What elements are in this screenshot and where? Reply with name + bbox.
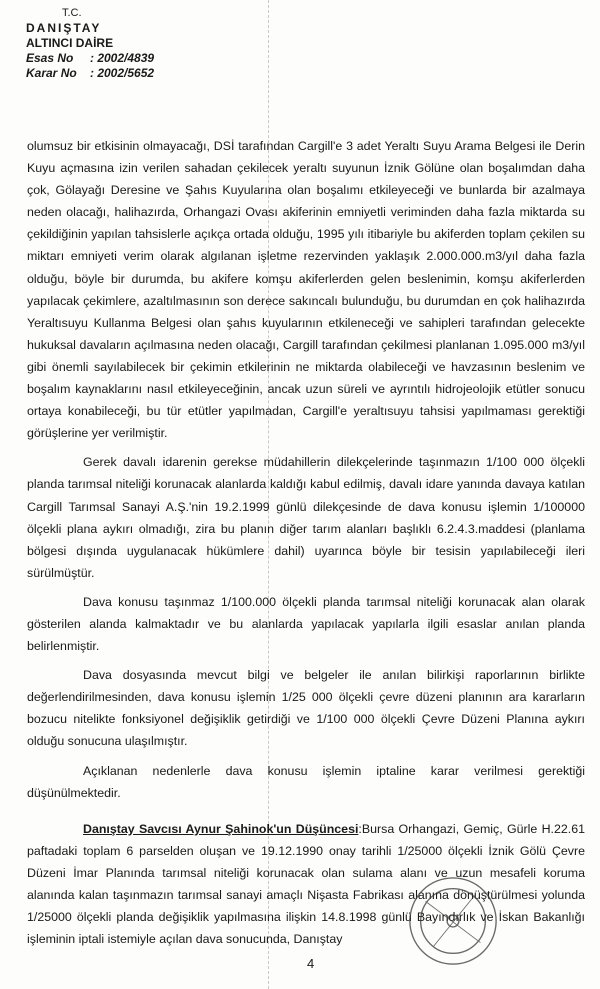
esas-label: Esas No xyxy=(26,51,74,65)
karar-row xyxy=(26,66,154,81)
karar-value: : 2002/5652 xyxy=(90,66,155,80)
paragraph-4: Dava dosyasında mevcut bilgi ve belgeler ile anılan bilirkişi raporlarının birlikte değerlendirilmesinden, dava konusu işlemin 1/25 000 ölçekli çevre düzeni planının ara kararların bozucu nitelikte fonksiyonel değişiklik getirdiği ve 1/100 000 ölçekli Çevre Düzeni Planına aykırı olduğu sonucuna ulaşılmıştır. xyxy=(27,668,585,749)
court-header xyxy=(26,6,154,81)
document-body xyxy=(27,135,585,950)
opinion-text: :Bursa Orhangazi, Gemiç, Gürle H.22.61 paftadaki toplam 6 parselden oluşan ve 19.12.1990 onay tarihli 1/25000 ölçekli İznik Gölü Çevre Düzeni İmar Planında tarımsal niteliği korunacak olan sulama alanı ve uzun mesafeli koruma alanında kalan taşınmazın tarımsal sanayi amaçlı Nişasta Fabrikası alanına dönüştürülmesi yolunda 1/25000 ölçekli planda değişiklik yapılmasına ilişkin 14.8.1998 günlü Bayındırlık ve İskan Bakanlığı işleminin iptali istemiyle açılan dava sonucunda, Danıştay xyxy=(27,821,585,947)
paragraph-5: Açıklanan nedenlerle dava konusu işlemin iptaline karar verilmesi gerektiği düşünülmektedir. xyxy=(27,763,585,800)
chamber-name: ALTINCI DAİRE xyxy=(26,36,114,50)
opinion-heading: Danıştay Savcısı Aynur Şahinok'un Düşüncesi xyxy=(83,821,359,836)
esas-row xyxy=(26,51,154,66)
paragraph-3: Dava konusu taşınmaz 1/100.000 ölçekli planda tarımsal niteliği korunacak alan olarak gösterilen alanda kalmaktadır ve bu alanlarda yapılacak yapılarla ilgili esaslar anılan planda belirlenmiştir. xyxy=(27,594,585,654)
paragraph-2: Gerek davalı idarenin gerekse müdahillerin dilekçelerinde taşınmazın 1/100 000 ölçekli planda tarımsal niteliği korunacak alanlarda kaldığı kabul edilmiş, davalı idare yanında davaya katılan Cargill Tarımsal Sanayi A.Ş.'nin 19.2.1999 günlü dilekçesinde de dava konusu işlemin 1/100000 ölçekli plana aykırı olmadığı, zira bu planın diğer tarım alanları başlıklı 6.2.4.3.maddesi (planlama bölgesi dışında uygulanacak hükümlere dahil) uyarınca böyle bir tesisin yapılabileceği ileri sürülmüştür. xyxy=(27,455,585,580)
tc-label: T.C. xyxy=(62,7,82,19)
page-number: 4 xyxy=(307,956,315,971)
karar-label: Karar No xyxy=(26,66,77,80)
official-seal-stamp xyxy=(404,872,502,970)
paragraph-1: olumsuz bir etkisinin olmayacağı, DSİ tarafından Cargill'e 3 adet Yeraltı Suyu Arama Belgesi ile Derin Kuyu açmasına izin verilen sahadan çekilecek yeraltı suyunun İznik Gölüne olan boşalımdan daha çok, Gölayağı Deresine ve Şahıs Kuyularına olan boşalımı etkileyeceği ve bunlarda bir azalmaya neden olacağı, halihazırda, Orhangazi Ovası akiferinin emniyetli veriminden daha fazla miktarda su çekildiğinin yapılan tahsislerle açıkça ortada olduğu, 1995 yılı itibariyle bu akiferden toplam çekilen su miktarı emniyeti verim olarak algılanan işletme rezervinden yaklaşık 2.000.000.m3/yıl daha fazla olduğu, böyle bir durumda, bu akifere komşu akiferlerden gelen beslenimin, komşu akiferlerden yapılacak çekimlere, azaltılmasının son derece sakıncalı bulunduğu, bu durumdan en çok halihazırda Yeraltısuyu Kullanma Belgesi olan şahıs kuyularının etkileneceği ve sahipleri tarafından gelecekte hukuksal davaların açılmasına neden olacağı, Cargill tarafından çekilmesi planlanan 1.095.000 m3/yıl gibi önemli sayılabilecek bir çekimin etkilerinin ne miktarda olabileceği ve havzasının beslenim ve boşalım kaynaklarını nasıl etkileyeceğinin, ancak uzun süreli ve ayrıntılı hidrojeolojik etütler sonucu ortaya konabileceği, bu tür etütler yapılmadan, Cargill'e yeraltısuyu tahsisi yapılmaması gerektiği görüşlerine yer verilmiştir. xyxy=(27,139,585,441)
esas-value: : 2002/4839 xyxy=(90,51,155,65)
court-name: DANIŞTAY xyxy=(26,21,102,35)
